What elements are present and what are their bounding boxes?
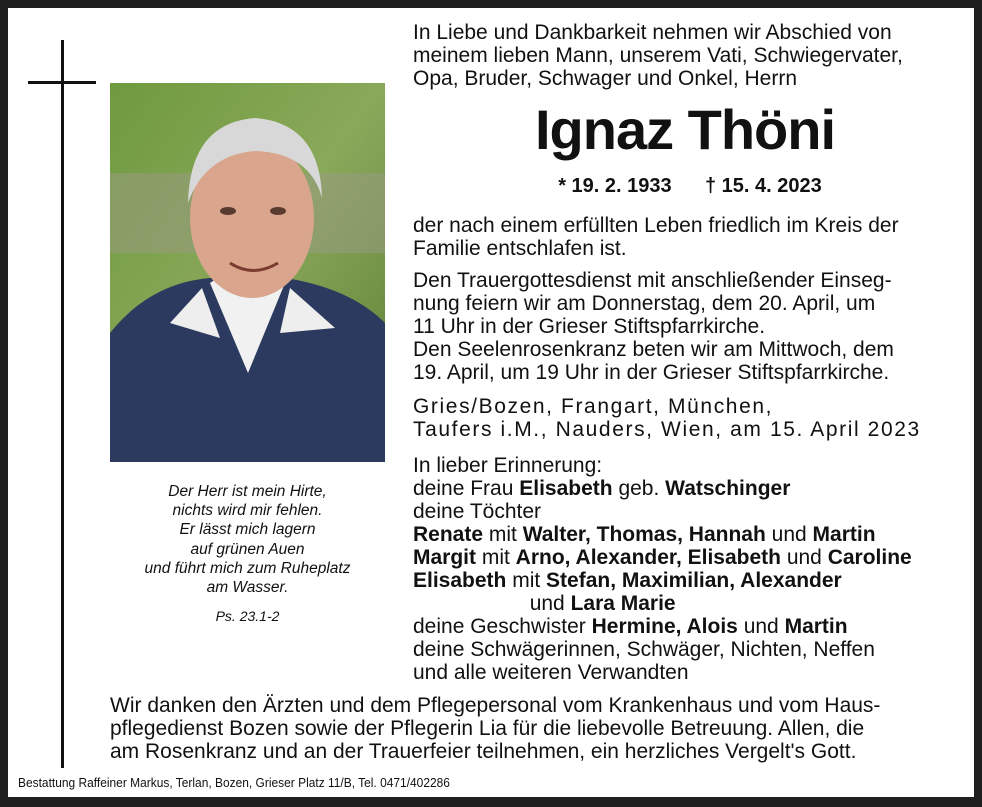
text-segment: Den Trauergottesdienst mit anschließender Einseg- [413,269,892,292]
birth-date: * 19. 2. 1933 [558,175,672,197]
text-line [413,338,894,361]
text-segment: deine Schwägerinnen, Schwäger, Nichten, Neffen [413,638,875,661]
name-highlight: Watschinger [665,477,791,500]
verse-line: nichts wird mir fehlen. [172,502,323,520]
text-segment: deine Frau [413,477,520,500]
text-segment: deine Geschwister [413,615,592,638]
text-segment: und [413,592,571,615]
text-segment: In Liebe und Dankbarkeit nehmen wir Abschied von [413,21,892,44]
text-segment: und alle weiteren Verwandten [413,661,689,684]
name-highlight: Margit [413,546,476,569]
text-segment: geb. [612,477,666,500]
name-highlight: Walter, Thomas, Hannah [522,523,766,546]
text-segment: meinem lieben Mann, unserem Vati, Schwiegervater, [413,44,903,67]
name-highlight: Elisabeth [519,477,613,500]
name-highlight: Martin [784,615,848,638]
text-line [413,361,889,384]
name-highlight: Lara Marie [570,592,676,615]
text-line [413,661,689,684]
cross-icon-vertical [61,40,64,768]
verse-line: Der Herr ist mein Hirte, [168,483,327,500]
text-segment: deine Töchter [413,500,542,523]
text-line [413,500,541,523]
psalm-verse [110,482,385,597]
name-highlight: Stefan, Maximilian, Alexander [546,569,842,592]
text-line [413,546,912,569]
verse-line: Er lässt mich lagern [179,521,316,539]
text-line [413,592,676,615]
text-line [110,694,880,717]
text-segment: 11 Uhr in der Grieser Stiftspfarrkirche. [413,315,766,338]
text-segment: Gries/Bozen, Frangart, München, [413,395,774,418]
text-line [110,717,864,740]
text-segment: und [737,615,785,638]
text-segment: 19. April, um 19 Uhr in der Grieser Stiftspfarrkirche. [413,361,890,384]
name-highlight: Hermine, Alois [591,615,738,638]
text-segment: der nach einem erfüllten Leben friedlich im Kreis der [413,214,899,237]
deceased-name: Ignaz Thöni [534,98,836,161]
obituary-card [8,8,974,797]
text-segment: und [765,523,813,546]
text-line [413,418,921,441]
verse-reference: Ps. 23.1-2 [215,608,280,624]
portrait-photo [110,83,385,462]
text-line [413,615,848,638]
name-highlight: Renate [413,523,484,546]
text-segment: Opa, Bruder, Schwager und Onkel, Herrn [413,67,798,90]
text-segment: Den Seelenrosenkranz beten wir am Mittwoch, dem [413,338,894,361]
text-line [413,454,602,477]
text-segment: In lieber Erinnerung: [413,454,603,477]
text-segment: mit [483,523,523,546]
text-line [413,569,842,592]
name-highlight: Martin [812,523,876,546]
text-line [413,395,773,418]
text-line [413,214,899,237]
text-line [413,269,892,292]
text-line [413,67,797,90]
cross-icon-horizontal [28,81,96,84]
text-line [413,21,892,44]
verse-line: am Wasser. [206,579,289,597]
name-highlight: Elisabeth [413,569,507,592]
name-highlight: Caroline [827,546,912,569]
text-segment: am Rosenkranz und an der Trauerfeier teilnehmen, ein herzliches Vergelt's Gott. [110,740,857,763]
verse-line: auf grünen Auen [190,540,305,558]
text-line [413,477,790,500]
text-line [413,44,903,67]
text-line [110,740,856,763]
text-line [413,237,627,260]
text-segment: mit [506,569,547,592]
text-segment: und [780,546,828,569]
life-dates [413,175,967,198]
name-highlight: Arno, Alexander, Elisabeth [515,546,781,569]
funeral-home-footer: Bestattung Raffeiner Markus, Terlan, Bozen, Grieser Platz 11/B, Tel. 0471/402286 [18,775,450,790]
text-segment: Wir danken den Ärzten und dem Pflegepersonal vom Krankenhaus und vom Haus- [110,694,881,717]
text-line [413,292,875,315]
text-segment: Familie entschlafen ist. [413,237,627,260]
death-date: † 15. 4. 2023 [705,175,822,197]
text-segment: pflegedienst Bozen sowie der Pflegerin Lia für die liebevolle Betreuung. Allen, die [110,717,865,740]
text-segment: Taufers i.M., Nauders, Wien, am 15. April 2023 [413,418,921,441]
text-line [413,315,765,338]
text-segment: mit [476,546,516,569]
text-line [413,638,875,661]
text-segment: nung feiern wir am Donnerstag, dem 20. April, um [413,292,876,315]
text-line [413,523,876,546]
verse-line: und führt mich zum Ruheplatz [144,559,351,577]
